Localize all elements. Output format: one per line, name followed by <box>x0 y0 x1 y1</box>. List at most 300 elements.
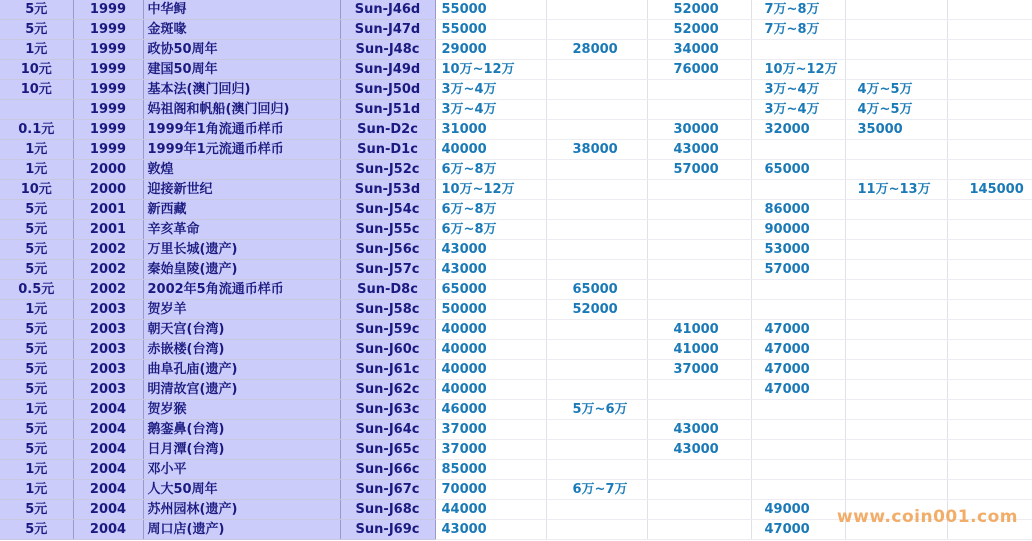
price-cell-5 <box>845 420 947 440</box>
face-cell: 5元 <box>0 440 73 460</box>
price-cell-5 <box>845 300 947 320</box>
price-cell-6 <box>947 420 1032 440</box>
price-cell-5 <box>845 400 947 420</box>
price-cell-2 <box>546 200 647 220</box>
price-cell-5 <box>845 40 947 60</box>
price-cell-3 <box>647 200 751 220</box>
year-cell: 1999 <box>73 100 143 120</box>
price-cell-2 <box>546 480 647 500</box>
catalog-code-cell: Sun-J63c <box>340 400 435 420</box>
price-cell-3 <box>647 520 751 540</box>
face-cell: 1元 <box>0 400 73 420</box>
table-row <box>0 360 1032 380</box>
price-cell-6 <box>947 400 1032 420</box>
face-cell: 5元 <box>0 420 73 440</box>
price-cell-6 <box>947 160 1032 180</box>
price-cell-4 <box>751 260 845 280</box>
price-cell-2 <box>546 180 647 200</box>
price-value: 47000 <box>764 322 810 337</box>
price-cell-6 <box>947 480 1032 500</box>
price-cell-4 <box>751 0 845 20</box>
coin-name-cell: 贺岁羊 <box>143 300 340 320</box>
price-cell-1 <box>435 440 546 460</box>
face-cell: 0.1元 <box>0 120 73 140</box>
price-value: 43000 <box>673 422 719 437</box>
price-cell-5 <box>845 20 947 40</box>
catalog-code-cell: Sun-D8c <box>340 280 435 300</box>
year-cell: 2000 <box>73 180 143 200</box>
year-cell: 2000 <box>73 160 143 180</box>
price-cell-3 <box>647 300 751 320</box>
year-cell: 2004 <box>73 520 143 540</box>
year-cell: 2001 <box>73 200 143 220</box>
price-cell-6 <box>947 360 1032 380</box>
price-cell-4 <box>751 500 845 520</box>
price-value: 44000 <box>441 502 487 517</box>
price-value: 11万~13万 <box>857 182 931 197</box>
face-cell: 5元 <box>0 260 73 280</box>
price-cell-2 <box>546 320 647 340</box>
price-value: 47000 <box>764 362 810 377</box>
table-row <box>0 460 1032 480</box>
coin-name-cell: 曲阜孔庙(遗产) <box>143 360 340 380</box>
price-value: 47000 <box>764 382 810 397</box>
price-cell-2 <box>546 420 647 440</box>
price-cell-3 <box>647 140 751 160</box>
price-cell-4 <box>751 80 845 100</box>
price-cell-5 <box>845 280 947 300</box>
catalog-code-cell: Sun-J61c <box>340 360 435 380</box>
price-value: 43000 <box>673 142 719 157</box>
coin-name-cell: 1999年1元流通币样币 <box>143 140 340 160</box>
price-cell-1 <box>435 380 546 400</box>
year-cell: 2003 <box>73 360 143 380</box>
year-cell: 2004 <box>73 500 143 520</box>
price-cell-6 <box>947 100 1032 120</box>
price-cell-4 <box>751 20 845 40</box>
face-cell <box>0 100 73 120</box>
price-cell-2 <box>546 100 647 120</box>
price-value: 6万~7万 <box>572 482 628 497</box>
price-cell-5 <box>845 380 947 400</box>
price-cell-4 <box>751 60 845 80</box>
table-row <box>0 0 1032 20</box>
price-cell-2 <box>546 40 647 60</box>
coin-name-cell: 周口店(遗产) <box>143 520 340 540</box>
table-row <box>0 40 1032 60</box>
year-cell: 1999 <box>73 120 143 140</box>
table-row <box>0 480 1032 500</box>
price-cell-2 <box>546 260 647 280</box>
year-cell: 2004 <box>73 460 143 480</box>
price-value: 4万~5万 <box>857 82 913 97</box>
price-cell-2 <box>546 440 647 460</box>
price-cell-4 <box>751 220 845 240</box>
catalog-code-cell: Sun-J68c <box>340 500 435 520</box>
price-value: 65000 <box>572 282 618 297</box>
price-value: 32000 <box>764 122 810 137</box>
coin-name-cell: 迎接新世纪 <box>143 180 340 200</box>
catalog-code-cell: Sun-J58c <box>340 300 435 320</box>
price-cell-3 <box>647 240 751 260</box>
price-cell-2 <box>546 280 647 300</box>
face-cell: 10元 <box>0 180 73 200</box>
face-cell: 1元 <box>0 140 73 160</box>
price-cell-5 <box>845 320 947 340</box>
price-value: 46000 <box>441 402 487 417</box>
catalog-code-cell: Sun-J54c <box>340 200 435 220</box>
price-value: 52000 <box>673 2 719 17</box>
price-cell-3 <box>647 340 751 360</box>
price-cell-2 <box>546 460 647 480</box>
year-cell: 1999 <box>73 0 143 20</box>
price-value: 5万~6万 <box>572 402 628 417</box>
price-cell-2 <box>546 240 647 260</box>
coin-name-cell: 辛亥革命 <box>143 220 340 240</box>
price-value: 76000 <box>673 62 719 77</box>
price-cell-1 <box>435 400 546 420</box>
face-cell: 5元 <box>0 240 73 260</box>
price-cell-4 <box>751 40 845 60</box>
price-value: 50000 <box>441 302 487 317</box>
price-cell-4 <box>751 440 845 460</box>
price-cell-1 <box>435 320 546 340</box>
price-cell-6 <box>947 80 1032 100</box>
coin-name-cell: 秦始皇陵(遗产) <box>143 260 340 280</box>
face-cell: 5元 <box>0 500 73 520</box>
price-cell-1 <box>435 60 546 80</box>
price-value: 10万~12万 <box>441 182 515 197</box>
price-value: 28000 <box>572 42 618 57</box>
table-row <box>0 340 1032 360</box>
face-cell: 1元 <box>0 160 73 180</box>
price-value: 10万~12万 <box>441 62 515 77</box>
price-cell-1 <box>435 100 546 120</box>
table-row <box>0 280 1032 300</box>
price-cell-4 <box>751 460 845 480</box>
year-cell: 2003 <box>73 300 143 320</box>
price-cell-3 <box>647 320 751 340</box>
price-cell-3 <box>647 380 751 400</box>
price-cell-5 <box>845 460 947 480</box>
price-cell-2 <box>546 160 647 180</box>
coin-name-cell: 鹅銮鼻(台湾) <box>143 420 340 440</box>
coin-name-cell: 赤嵌楼(台湾) <box>143 340 340 360</box>
price-cell-3 <box>647 460 751 480</box>
price-value: 55000 <box>441 2 487 17</box>
table-row <box>0 300 1032 320</box>
catalog-code-cell: Sun-J64c <box>340 420 435 440</box>
catalog-code-cell: Sun-J47d <box>340 20 435 40</box>
table-row <box>0 20 1032 40</box>
catalog-code-cell: Sun-D2c <box>340 120 435 140</box>
price-cell-6 <box>947 40 1032 60</box>
year-cell: 2002 <box>73 260 143 280</box>
price-cell-6 <box>947 280 1032 300</box>
coin-name-cell: 妈祖阁和帆船(澳门回归) <box>143 100 340 120</box>
price-cell-2 <box>546 380 647 400</box>
table-row <box>0 200 1032 220</box>
catalog-code-cell: Sun-J52c <box>340 160 435 180</box>
coin-name-cell: 政协50周年 <box>143 40 340 60</box>
price-cell-2 <box>546 140 647 160</box>
price-cell-6 <box>947 300 1032 320</box>
year-cell: 2004 <box>73 480 143 500</box>
price-cell-4 <box>751 160 845 180</box>
price-value: 47000 <box>764 342 810 357</box>
price-value: 55000 <box>441 22 487 37</box>
table-row <box>0 160 1032 180</box>
price-cell-5 <box>845 260 947 280</box>
coin-name-cell: 贺岁猴 <box>143 400 340 420</box>
price-cell-6 <box>947 260 1032 280</box>
face-cell: 10元 <box>0 80 73 100</box>
price-cell-3 <box>647 40 751 60</box>
price-value: 40000 <box>441 322 487 337</box>
price-value: 40000 <box>441 362 487 377</box>
face-cell: 1元 <box>0 300 73 320</box>
price-cell-5 <box>845 140 947 160</box>
price-cell-3 <box>647 420 751 440</box>
catalog-code-cell: Sun-J49d <box>340 60 435 80</box>
price-value: 37000 <box>673 362 719 377</box>
price-cell-3 <box>647 0 751 20</box>
price-cell-2 <box>546 120 647 140</box>
year-cell: 2002 <box>73 240 143 260</box>
price-value: 38000 <box>572 142 618 157</box>
coin-name-cell: 苏州园林(遗产) <box>143 500 340 520</box>
year-cell: 1999 <box>73 20 143 40</box>
price-cell-4 <box>751 340 845 360</box>
face-cell: 5元 <box>0 340 73 360</box>
price-cell-3 <box>647 480 751 500</box>
price-cell-3 <box>647 500 751 520</box>
price-value: 10万~12万 <box>764 62 838 77</box>
coin-name-cell: 朝天宫(台湾) <box>143 320 340 340</box>
price-cell-1 <box>435 420 546 440</box>
price-value: 70000 <box>441 482 487 497</box>
price-value: 3万~4万 <box>764 102 820 117</box>
price-cell-1 <box>435 80 546 100</box>
price-cell-1 <box>435 20 546 40</box>
price-value: 43000 <box>441 522 487 537</box>
catalog-code-cell: Sun-J56c <box>340 240 435 260</box>
face-cell: 5元 <box>0 380 73 400</box>
price-cell-2 <box>546 0 647 20</box>
price-cell-1 <box>435 240 546 260</box>
year-cell: 2003 <box>73 320 143 340</box>
year-cell: 1999 <box>73 60 143 80</box>
table-row <box>0 80 1032 100</box>
price-cell-4 <box>751 480 845 500</box>
year-cell: 2003 <box>73 380 143 400</box>
coin-name-cell: 日月潭(台湾) <box>143 440 340 460</box>
price-cell-1 <box>435 0 546 20</box>
coin-name-cell: 建国50周年 <box>143 60 340 80</box>
price-cell-4 <box>751 120 845 140</box>
price-cell-6 <box>947 0 1032 20</box>
price-value: 57000 <box>673 162 719 177</box>
price-value: 65000 <box>441 282 487 297</box>
price-cell-6 <box>947 440 1032 460</box>
price-cell-6 <box>947 120 1032 140</box>
coin-name-cell: 明清故宫(遗产) <box>143 380 340 400</box>
face-cell: 10元 <box>0 60 73 80</box>
price-value: 6万~8万 <box>441 222 497 237</box>
price-cell-5 <box>845 360 947 380</box>
price-cell-6 <box>947 20 1032 40</box>
price-cell-1 <box>435 360 546 380</box>
price-cell-6 <box>947 240 1032 260</box>
price-cell-1 <box>435 300 546 320</box>
year-cell: 1999 <box>73 140 143 160</box>
price-cell-4 <box>751 400 845 420</box>
price-cell-5 <box>845 120 947 140</box>
face-cell: 5元 <box>0 520 73 540</box>
face-cell: 5元 <box>0 20 73 40</box>
table-row <box>0 400 1032 420</box>
catalog-code-cell: Sun-J59c <box>340 320 435 340</box>
price-cell-1 <box>435 340 546 360</box>
price-cell-6 <box>947 140 1032 160</box>
price-cell-1 <box>435 480 546 500</box>
price-value: 4万~5万 <box>857 102 913 117</box>
year-cell: 1999 <box>73 40 143 60</box>
price-cell-4 <box>751 240 845 260</box>
catalog-code-cell: Sun-J51d <box>340 100 435 120</box>
price-cell-2 <box>546 20 647 40</box>
price-value: 34000 <box>673 42 719 57</box>
price-cell-4 <box>751 180 845 200</box>
price-value: 35000 <box>857 122 903 137</box>
price-cell-3 <box>647 100 751 120</box>
face-cell: 1元 <box>0 460 73 480</box>
price-cell-1 <box>435 260 546 280</box>
price-value: 6万~8万 <box>441 202 497 217</box>
table-row <box>0 180 1032 200</box>
face-cell: 5元 <box>0 0 73 20</box>
price-value: 6万~8万 <box>441 162 497 177</box>
year-cell: 2003 <box>73 340 143 360</box>
price-cell-2 <box>546 400 647 420</box>
price-cell-3 <box>647 220 751 240</box>
price-cell-5 <box>845 180 947 200</box>
price-cell-5 <box>845 220 947 240</box>
price-cell-3 <box>647 180 751 200</box>
price-cell-5 <box>845 60 947 80</box>
price-cell-6 <box>947 60 1032 80</box>
year-cell: 2002 <box>73 280 143 300</box>
face-cell: 1元 <box>0 480 73 500</box>
catalog-code-cell: Sun-J50d <box>340 80 435 100</box>
price-cell-5 <box>845 0 947 20</box>
price-value: 41000 <box>673 322 719 337</box>
price-value: 37000 <box>441 442 487 457</box>
price-cell-5 <box>845 440 947 460</box>
price-cell-3 <box>647 440 751 460</box>
coin-name-cell: 金斑喙 <box>143 20 340 40</box>
year-cell: 2004 <box>73 400 143 420</box>
watermark: www.coin001.com <box>836 507 1018 527</box>
price-value: 145000 <box>969 182 1024 197</box>
price-cell-4 <box>751 100 845 120</box>
price-value: 43000 <box>673 442 719 457</box>
price-value: 57000 <box>764 262 810 277</box>
price-cell-3 <box>647 60 751 80</box>
price-cell-4 <box>751 140 845 160</box>
price-cell-1 <box>435 140 546 160</box>
price-cell-1 <box>435 180 546 200</box>
coin-name-cell: 万里长城(遗产) <box>143 240 340 260</box>
price-cell-3 <box>647 260 751 280</box>
table-row <box>0 380 1032 400</box>
price-value: 47000 <box>764 522 810 537</box>
price-cell-2 <box>546 220 647 240</box>
price-cell-5 <box>845 240 947 260</box>
price-value: 37000 <box>441 422 487 437</box>
catalog-code-cell: Sun-J55c <box>340 220 435 240</box>
price-cell-5 <box>845 480 947 500</box>
price-cell-2 <box>546 500 647 520</box>
year-cell: 2001 <box>73 220 143 240</box>
table-row <box>0 420 1032 440</box>
price-cell-6 <box>947 200 1032 220</box>
price-cell-6 <box>947 180 1032 200</box>
price-value: 3万~4万 <box>764 82 820 97</box>
price-cell-1 <box>435 220 546 240</box>
price-cell-6 <box>947 380 1032 400</box>
price-cell-4 <box>751 320 845 340</box>
table-row <box>0 220 1032 240</box>
price-value: 40000 <box>441 382 487 397</box>
catalog-code-cell: Sun-J60c <box>340 340 435 360</box>
price-value: 86000 <box>764 202 810 217</box>
price-value: 43000 <box>441 242 487 257</box>
price-cell-4 <box>751 380 845 400</box>
price-cell-5 <box>845 100 947 120</box>
catalog-code-cell: Sun-J67c <box>340 480 435 500</box>
price-cell-6 <box>947 460 1032 480</box>
coin-name-cell: 中华鲟 <box>143 0 340 20</box>
coin-name-cell: 基本法(澳门回归) <box>143 80 340 100</box>
price-cell-1 <box>435 500 546 520</box>
price-cell-5 <box>845 160 947 180</box>
table-row <box>0 120 1032 140</box>
price-value: 3万~4万 <box>441 102 497 117</box>
catalog-code-cell: Sun-J46d <box>340 0 435 20</box>
year-cell: 2004 <box>73 420 143 440</box>
coin-name-cell: 2002年5角流通币样币 <box>143 280 340 300</box>
catalog-code-cell: Sun-D1c <box>340 140 435 160</box>
price-cell-4 <box>751 420 845 440</box>
price-value: 53000 <box>764 242 810 257</box>
price-cell-1 <box>435 460 546 480</box>
price-cell-3 <box>647 400 751 420</box>
price-cell-3 <box>647 360 751 380</box>
price-cell-3 <box>647 20 751 40</box>
price-value: 40000 <box>441 142 487 157</box>
year-cell: 1999 <box>73 80 143 100</box>
price-cell-4 <box>751 200 845 220</box>
table-row <box>0 440 1032 460</box>
table-row <box>0 260 1032 280</box>
coin-name-cell: 新西藏 <box>143 200 340 220</box>
catalog-code-cell: Sun-J69c <box>340 520 435 540</box>
table-row <box>0 240 1032 260</box>
price-cell-5 <box>845 80 947 100</box>
price-value: 7万~8万 <box>764 2 820 17</box>
coin-name-cell: 邓小平 <box>143 460 340 480</box>
